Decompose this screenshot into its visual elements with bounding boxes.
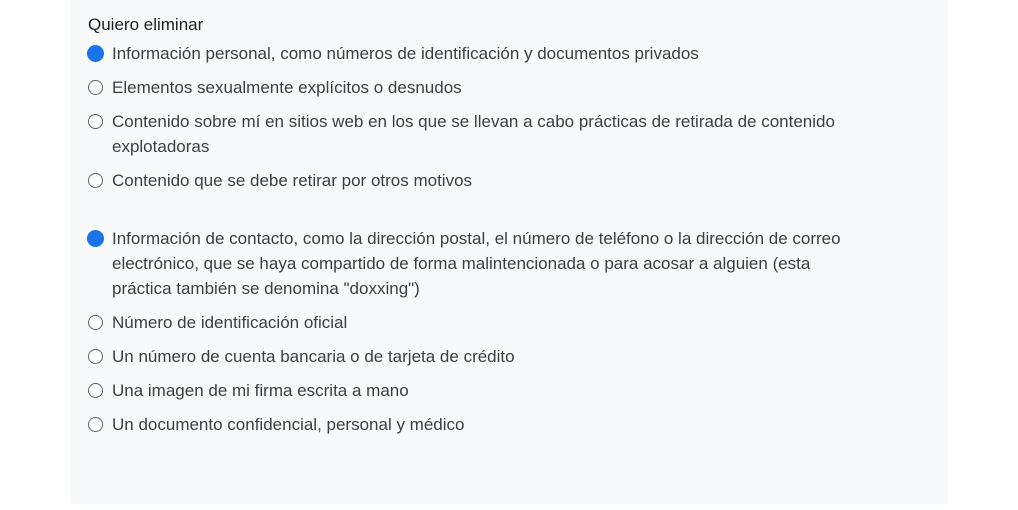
radio-checked-icon[interactable] [87,230,104,247]
radio-unchecked-icon[interactable] [88,315,103,330]
radio-unchecked-icon[interactable] [88,349,103,364]
radio-option-government-id[interactable] [88,313,948,335]
radio-checked-icon[interactable] [87,45,104,62]
radio-option-doxxing[interactable] [88,229,948,301]
question-label: Quiero eliminar [88,15,204,34]
radio-option-confidential-document[interactable] [88,415,948,437]
radio-option-label: Elementos sexualmente explícitos o desnudos [112,78,462,97]
removal-request-panel [70,0,948,504]
radio-option-label: Contenido que se debe retirar por otros motivos [112,171,473,190]
radio-unchecked-icon[interactable] [88,114,103,129]
radio-option-exploitative-sites[interactable] [88,112,948,159]
radio-unchecked-icon[interactable] [88,173,103,188]
radio-option-other-reasons[interactable] [88,171,948,193]
personal-info-type-radio-group [88,229,948,437]
radio-option-label: Una imagen de mi firma escrita a mano [112,381,409,400]
radio-unchecked-icon[interactable] [88,80,103,95]
radio-option-personal-info[interactable] [88,44,948,66]
removal-type-radio-group [88,44,948,193]
radio-option-label: Número de identificación oficial [112,313,348,332]
radio-unchecked-icon[interactable] [88,383,103,398]
radio-option-handwritten-signature[interactable] [88,381,948,403]
radio-option-label: Información personal, como números de identificación y documentos privados [112,44,699,63]
radio-option-label: Contenido sobre mí en sitios web en los que se llevan a cabo prácticas de retirada de contenido explotadoras [112,112,835,156]
radio-option-label: Un número de cuenta bancaria o de tarjeta de crédito [112,347,515,366]
radio-option-label: Un documento confidencial, personal y médico [112,415,465,434]
radio-option-bank-card-number[interactable] [88,347,948,369]
radio-option-explicit-content[interactable] [88,78,948,100]
radio-unchecked-icon[interactable] [88,417,103,432]
radio-option-label: Información de contacto, como la dirección postal, el número de teléfono o la dirección de correo electrónico, que se haya compartido de forma malintencionada o para acosar a alguien (esta práctica también se denomina "doxxing") [112,229,841,298]
